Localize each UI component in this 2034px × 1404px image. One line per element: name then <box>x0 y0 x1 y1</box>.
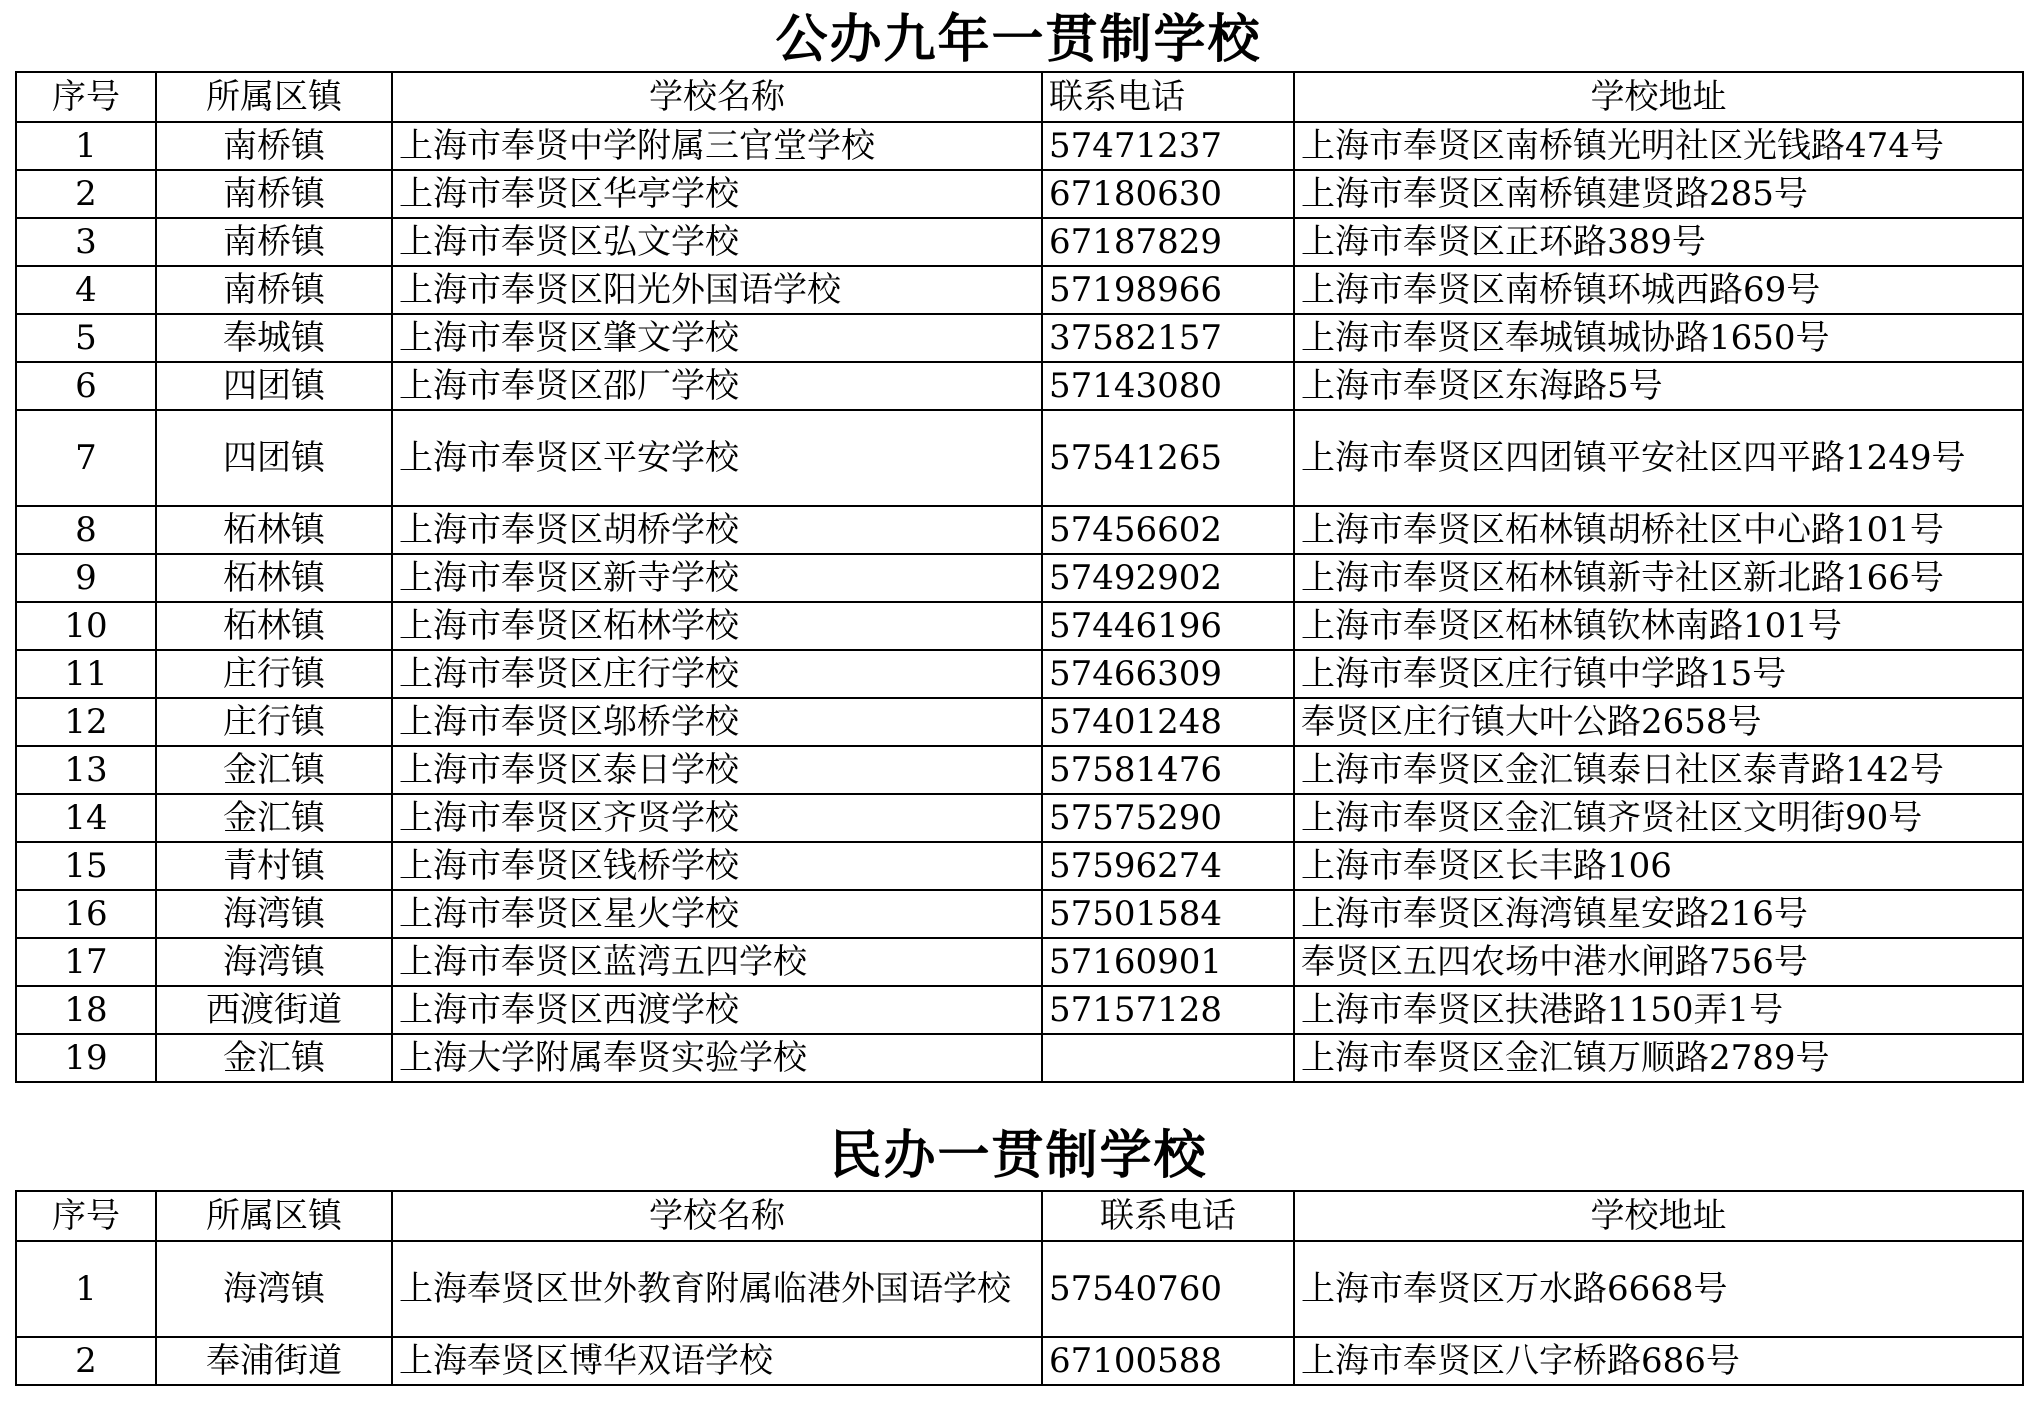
row-town: 庄行镇 <box>156 698 392 746</box>
row-town: 金汇镇 <box>156 794 392 842</box>
row-town: 奉浦街道 <box>156 1337 392 1385</box>
row-school-name: 上海市奉贤区平安学校 <box>392 410 1042 506</box>
row-town: 四团镇 <box>156 362 392 410</box>
row-address: 上海市奉贤区正环路389号 <box>1294 218 2023 266</box>
header-number: 序号 <box>16 1191 156 1241</box>
row-town: 南桥镇 <box>156 218 392 266</box>
table-row <box>16 122 2023 170</box>
row-address: 上海市奉贤区柘林镇新寺社区新北路166号 <box>1294 554 2023 602</box>
table-row <box>16 170 2023 218</box>
row-school-name: 上海市奉贤区新寺学校 <box>392 554 1042 602</box>
row-address: 上海市奉贤区东海路5号 <box>1294 362 2023 410</box>
table-row <box>16 554 2023 602</box>
row-phone: 57143080 <box>1042 362 1294 410</box>
header-address: 学校地址 <box>1294 72 2023 122</box>
header-school-name: 学校名称 <box>392 1191 1042 1241</box>
header-phone: 联系电话 <box>1042 72 1294 122</box>
row-phone: 57596274 <box>1042 842 1294 890</box>
public-schools-table <box>15 71 2024 1083</box>
row-number: 17 <box>16 938 156 986</box>
row-number: 10 <box>16 602 156 650</box>
row-address: 奉贤区五四农场中港水闸路756号 <box>1294 938 2023 986</box>
row-school-name: 上海市奉贤区蓝湾五四学校 <box>392 938 1042 986</box>
table-header-row <box>16 1191 2023 1241</box>
row-address: 上海市奉贤区四团镇平安社区四平路1249号 <box>1294 410 2023 506</box>
table-row <box>16 698 2023 746</box>
row-number: 6 <box>16 362 156 410</box>
row-address: 上海市奉贤区万水路6668号 <box>1294 1241 2023 1337</box>
table-row <box>16 938 2023 986</box>
row-town: 海湾镇 <box>156 1241 392 1337</box>
row-number: 8 <box>16 506 156 554</box>
row-phone: 57446196 <box>1042 602 1294 650</box>
row-town: 柘林镇 <box>156 602 392 650</box>
public-schools-title: 公办九年一贯制学校 <box>775 9 1262 70</box>
row-phone <box>1042 1034 1294 1082</box>
row-town: 柘林镇 <box>156 506 392 554</box>
row-address: 上海市奉贤区金汇镇齐贤社区文明街90号 <box>1294 794 2023 842</box>
row-town: 四团镇 <box>156 410 392 506</box>
header-number: 序号 <box>16 72 156 122</box>
table-row <box>16 746 2023 794</box>
row-address: 上海市奉贤区扶港路1150弄1号 <box>1294 986 2023 1034</box>
table-row <box>16 1337 2023 1385</box>
row-school-name: 上海市奉贤区西渡学校 <box>392 986 1042 1034</box>
row-phone: 57541265 <box>1042 410 1294 506</box>
row-number: 12 <box>16 698 156 746</box>
row-phone: 57160901 <box>1042 938 1294 986</box>
row-school-name: 上海市奉贤区庄行学校 <box>392 650 1042 698</box>
table-row <box>16 602 2023 650</box>
row-phone: 57401248 <box>1042 698 1294 746</box>
row-town: 南桥镇 <box>156 266 392 314</box>
row-school-name: 上海奉贤区世外教育附属临港外国语学校 <box>392 1241 1042 1337</box>
table-row <box>16 890 2023 938</box>
row-address: 上海市奉贤区金汇镇万顺路2789号 <box>1294 1034 2023 1082</box>
table-row <box>16 1241 2023 1337</box>
row-number: 7 <box>16 410 156 506</box>
row-school-name: 上海市奉贤区柘林学校 <box>392 602 1042 650</box>
row-number: 16 <box>16 890 156 938</box>
row-phone: 57581476 <box>1042 746 1294 794</box>
row-school-name: 上海市奉贤区泰日学校 <box>392 746 1042 794</box>
table-row <box>16 410 2023 506</box>
row-phone: 67100588 <box>1042 1337 1294 1385</box>
row-town: 金汇镇 <box>156 746 392 794</box>
row-number: 18 <box>16 986 156 1034</box>
table-row <box>16 266 2023 314</box>
row-school-name: 上海奉贤区博华双语学校 <box>392 1337 1042 1385</box>
table-row <box>16 362 2023 410</box>
row-number: 14 <box>16 794 156 842</box>
row-school-name: 上海市奉贤区邬桥学校 <box>392 698 1042 746</box>
private-schools-title: 民办一贯制学校 <box>829 1125 1208 1186</box>
header-town: 所属区镇 <box>156 72 392 122</box>
row-school-name: 上海市奉贤区星火学校 <box>392 890 1042 938</box>
table-row <box>16 314 2023 362</box>
row-number: 13 <box>16 746 156 794</box>
table-row <box>16 1034 2023 1082</box>
row-town: 南桥镇 <box>156 122 392 170</box>
row-school-name: 上海市奉贤区弘文学校 <box>392 218 1042 266</box>
row-address: 上海市奉贤区庄行镇中学路15号 <box>1294 650 2023 698</box>
row-phone: 67187829 <box>1042 218 1294 266</box>
row-number: 1 <box>16 1241 156 1337</box>
row-town: 奉城镇 <box>156 314 392 362</box>
header-address: 学校地址 <box>1294 1191 2023 1241</box>
row-phone: 57456602 <box>1042 506 1294 554</box>
row-number: 19 <box>16 1034 156 1082</box>
row-phone: 37582157 <box>1042 314 1294 362</box>
row-phone: 57540760 <box>1042 1241 1294 1337</box>
row-school-name: 上海市奉贤区钱桥学校 <box>392 842 1042 890</box>
table-row <box>16 506 2023 554</box>
row-town: 西渡街道 <box>156 986 392 1034</box>
row-address: 上海市奉贤区海湾镇星安路216号 <box>1294 890 2023 938</box>
row-address: 上海市奉贤区南桥镇建贤路285号 <box>1294 170 2023 218</box>
row-phone: 67180630 <box>1042 170 1294 218</box>
row-town: 柘林镇 <box>156 554 392 602</box>
table-row <box>16 842 2023 890</box>
row-address: 上海市奉贤区柘林镇胡桥社区中心路101号 <box>1294 506 2023 554</box>
private-schools-table <box>15 1190 2024 1386</box>
row-phone: 57471237 <box>1042 122 1294 170</box>
row-town: 庄行镇 <box>156 650 392 698</box>
row-school-name: 上海市奉贤区华亭学校 <box>392 170 1042 218</box>
row-town: 青村镇 <box>156 842 392 890</box>
row-address: 上海市奉贤区奉城镇城协路1650号 <box>1294 314 2023 362</box>
row-town: 南桥镇 <box>156 170 392 218</box>
row-address: 上海市奉贤区八字桥路686号 <box>1294 1337 2023 1385</box>
row-school-name: 上海市奉贤区肇文学校 <box>392 314 1042 362</box>
row-town: 海湾镇 <box>156 938 392 986</box>
row-phone: 57157128 <box>1042 986 1294 1034</box>
row-address: 上海市奉贤区长丰路106 <box>1294 842 2023 890</box>
row-number: 5 <box>16 314 156 362</box>
row-number: 2 <box>16 1337 156 1385</box>
table-row <box>16 650 2023 698</box>
row-phone: 57198966 <box>1042 266 1294 314</box>
row-phone: 57492902 <box>1042 554 1294 602</box>
row-address: 上海市奉贤区金汇镇泰日社区泰青路142号 <box>1294 746 2023 794</box>
row-address: 上海市奉贤区南桥镇光明社区光钱路474号 <box>1294 122 2023 170</box>
row-town: 金汇镇 <box>156 1034 392 1082</box>
header-town: 所属区镇 <box>156 1191 392 1241</box>
row-phone: 57575290 <box>1042 794 1294 842</box>
table-row <box>16 794 2023 842</box>
header-phone: 联系电话 <box>1042 1191 1294 1241</box>
row-address: 上海市奉贤区南桥镇环城西路69号 <box>1294 266 2023 314</box>
row-address: 上海市奉贤区柘林镇钦林南路101号 <box>1294 602 2023 650</box>
row-school-name: 上海市奉贤区齐贤学校 <box>392 794 1042 842</box>
row-school-name: 上海市奉贤区邵厂学校 <box>392 362 1042 410</box>
row-school-name: 上海市奉贤区阳光外国语学校 <box>392 266 1042 314</box>
row-number: 4 <box>16 266 156 314</box>
row-phone: 57501584 <box>1042 890 1294 938</box>
row-number: 1 <box>16 122 156 170</box>
row-school-name: 上海市奉贤中学附属三官堂学校 <box>392 122 1042 170</box>
row-number: 15 <box>16 842 156 890</box>
row-number: 2 <box>16 170 156 218</box>
table-row <box>16 218 2023 266</box>
row-town: 海湾镇 <box>156 890 392 938</box>
row-number: 11 <box>16 650 156 698</box>
row-address: 奉贤区庄行镇大叶公路2658号 <box>1294 698 2023 746</box>
table-header-row <box>16 72 2023 122</box>
row-school-name: 上海市奉贤区胡桥学校 <box>392 506 1042 554</box>
row-number: 9 <box>16 554 156 602</box>
header-school-name: 学校名称 <box>392 72 1042 122</box>
row-number: 3 <box>16 218 156 266</box>
row-school-name: 上海大学附属奉贤实验学校 <box>392 1034 1042 1082</box>
row-phone: 57466309 <box>1042 650 1294 698</box>
table-row <box>16 986 2023 1034</box>
